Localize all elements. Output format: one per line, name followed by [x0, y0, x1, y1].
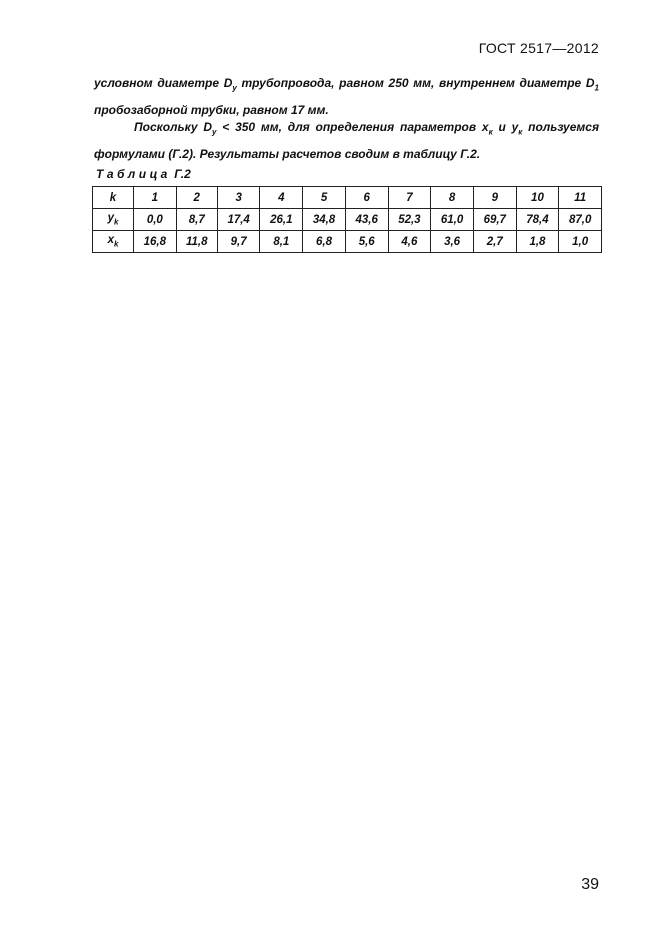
header-cell: 4	[260, 187, 303, 209]
table-cell: 6,8	[303, 231, 346, 253]
table-cell: 2,7	[473, 231, 516, 253]
table-cell: 34,8	[303, 209, 346, 231]
table-cell: 5,6	[345, 231, 388, 253]
row-label-sub: k	[113, 217, 119, 227]
header-cell: 10	[516, 187, 559, 209]
table-cell: 16,8	[134, 231, 177, 253]
page-number: 39	[581, 876, 599, 893]
table-cell: 4,6	[388, 231, 431, 253]
table-cell: 17,4	[217, 209, 260, 231]
p2-sub-3: к	[518, 127, 523, 137]
header-cell: 11	[559, 187, 602, 209]
header-cell: 8	[431, 187, 474, 209]
table-row-x	[93, 231, 602, 253]
table-cell: 87,0	[559, 209, 602, 231]
header-label-cell: k	[93, 187, 134, 209]
row-label-main: y	[107, 212, 114, 225]
table-cell: 1,8	[516, 231, 559, 253]
header-cell: 3	[217, 187, 260, 209]
table-cell: 11,8	[176, 231, 217, 253]
table-cell: 9,7	[217, 231, 260, 253]
header-cell: 7	[388, 187, 431, 209]
table-cell: 52,3	[388, 209, 431, 231]
paragraph-pipeline-diameter	[94, 72, 599, 121]
table-cell: 43,6	[345, 209, 388, 231]
table-cell: 0,0	[134, 209, 177, 231]
p2-text-1: Поскольку D	[134, 120, 213, 134]
table-cell: 3,6	[431, 231, 474, 253]
p1-text-3: пробозаборной трубки, равном 17 мм.	[94, 103, 329, 118]
table-caption-word: Таблица	[96, 167, 171, 181]
header-cell: 6	[345, 187, 388, 209]
table-cell: 69,7	[473, 209, 516, 231]
p1-sub-1: у	[232, 83, 237, 93]
results-table	[92, 186, 602, 253]
table-cell: 61,0	[431, 209, 474, 231]
p2-text-4: пользуемся формулами (Г.2). Результаты расчетов сводим в таблицу Г.2.	[94, 120, 600, 162]
table-caption-number: Г.2	[174, 167, 191, 181]
p2-sub-2: к	[488, 127, 493, 137]
header-cell: 2	[176, 187, 217, 209]
p1-text-1: условном диаметре D	[94, 76, 233, 90]
p1-sub-2: 1	[594, 83, 599, 93]
p2-sub-1: у	[212, 127, 217, 137]
p2-text-3: и y	[492, 120, 519, 134]
header-cell: 1	[134, 187, 177, 209]
p1-text-2: трубопровода, равном 250 мм, внутреннем диаметре D	[236, 76, 595, 90]
paragraph-formulas	[94, 116, 599, 165]
header-cell: 5	[303, 187, 346, 209]
row-label-sub: k	[113, 239, 119, 249]
row-label-y	[93, 209, 134, 231]
p2-text-2: < 350 мм, для определения параметров x	[216, 120, 489, 134]
standard-header: ГОСТ 2517—2012	[478, 40, 599, 56]
table-cell: 8,1	[260, 231, 303, 253]
header-cell: 9	[473, 187, 516, 209]
table-cell: 78,4	[516, 209, 559, 231]
table-caption	[96, 167, 191, 181]
table-cell: 8,7	[176, 209, 217, 231]
table-row-y	[93, 209, 602, 231]
table-cell: 26,1	[260, 209, 303, 231]
row-label-x	[93, 231, 134, 253]
row-label-main: x	[107, 234, 114, 247]
table-header-row	[93, 187, 602, 209]
table-cell: 1,0	[559, 231, 602, 253]
